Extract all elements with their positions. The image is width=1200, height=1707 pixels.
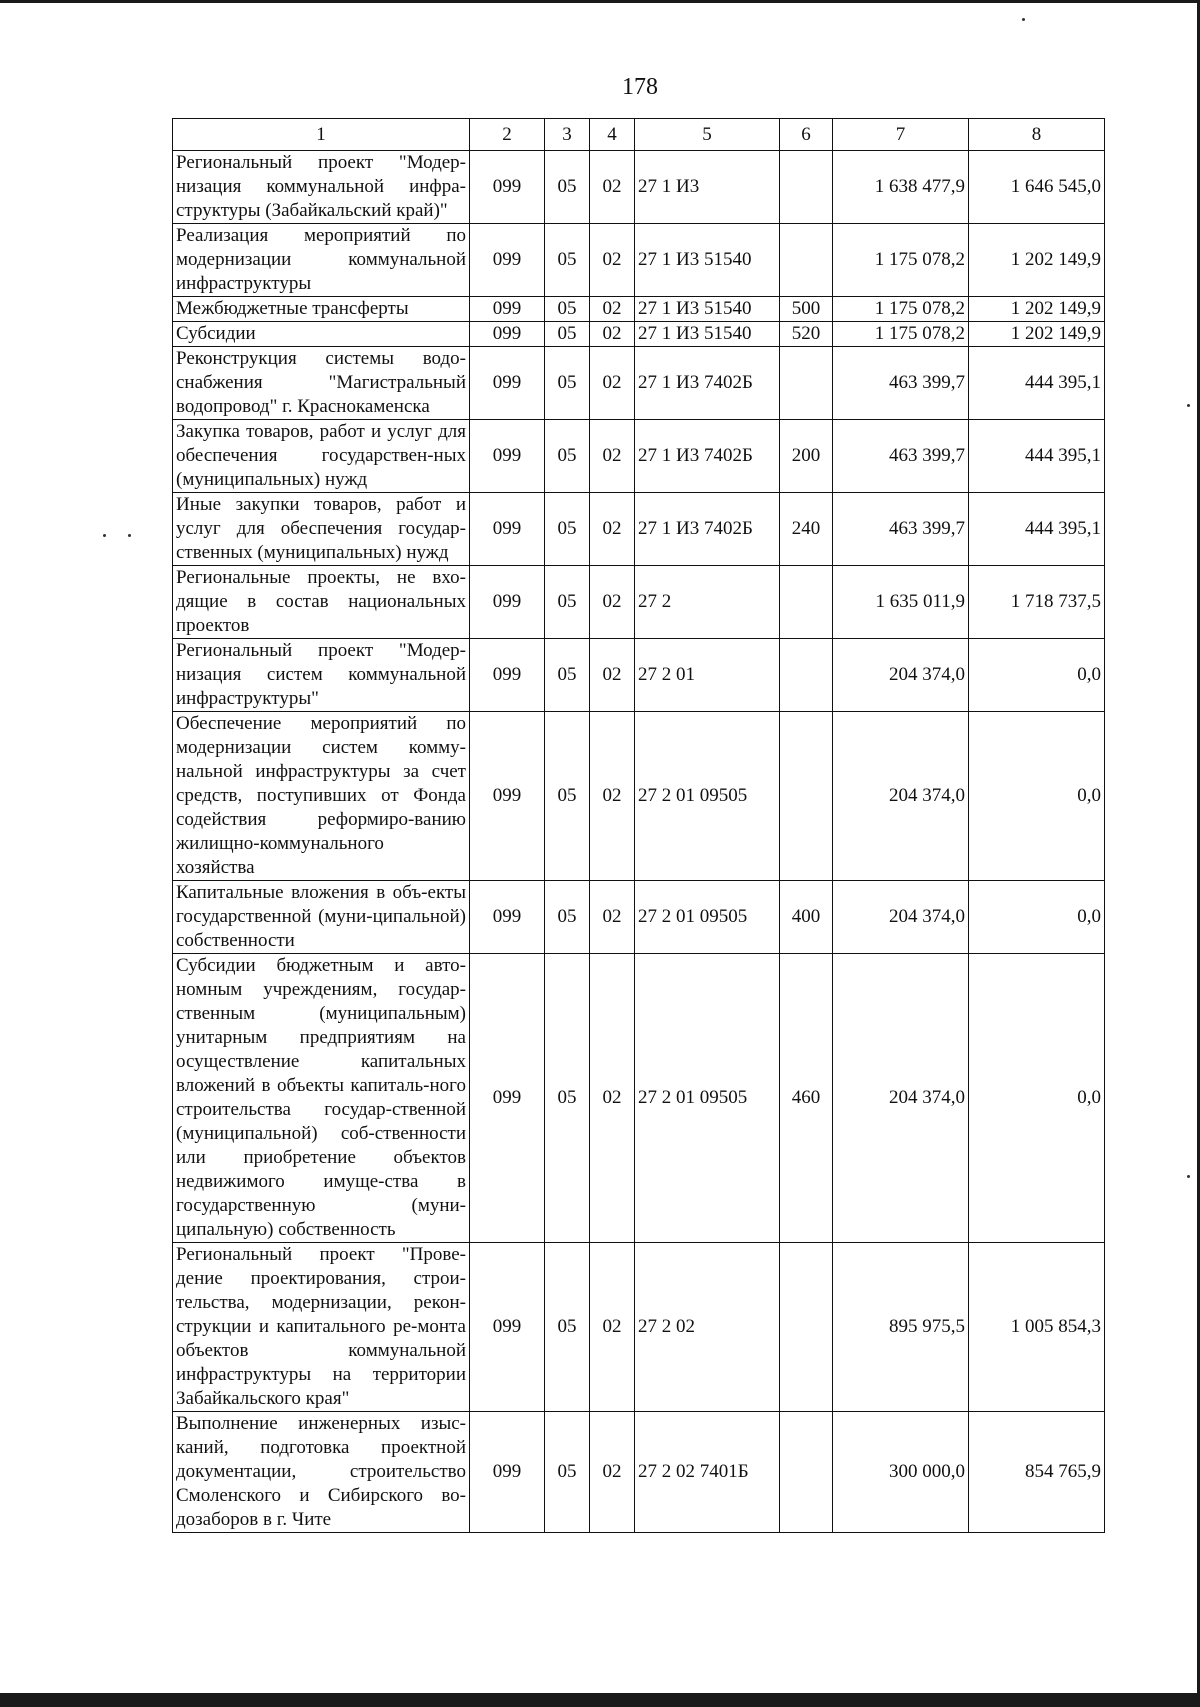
header-cell: 8: [969, 119, 1105, 151]
row-csr: 27 2 01 09505: [635, 712, 780, 881]
row-sum2: 1 202 149,9: [969, 322, 1105, 347]
scan-speck: [128, 534, 131, 537]
row-name: Региональный проект "Модер-низация систем коммунальной инфраструктуры": [173, 639, 470, 712]
scan-border-bottom: [0, 1693, 1200, 1707]
row-csr: 27 1 И3: [635, 151, 780, 224]
header-cell: 6: [780, 119, 833, 151]
row-csr: 27 2 02 7401Б: [635, 1412, 780, 1533]
row-pr: 02: [590, 1243, 635, 1412]
row-vr: [780, 712, 833, 881]
row-csr: 27 2 01: [635, 639, 780, 712]
row-ved: 099: [470, 712, 545, 881]
row-sum2: 0,0: [969, 954, 1105, 1243]
row-sum1: 463 399,7: [833, 347, 969, 420]
scan-speck: [1187, 404, 1190, 407]
row-vr: [780, 639, 833, 712]
row-pr: 02: [590, 1412, 635, 1533]
budget-table: [172, 118, 1105, 1533]
table-row: [173, 493, 1105, 566]
row-sum2: 854 765,9: [969, 1412, 1105, 1533]
row-csr: 27 1 И3 51540: [635, 297, 780, 322]
table-row: [173, 151, 1105, 224]
row-name: Субсидии бюджетным и авто-номным учреждениям, государ-ственным (муниципальным) унитарным предприятиям на осуществление капитальных вложений в объекты капиталь-ного строительства государ-ственной (муниципальной) соб-ственности или приобретение объектов недвижимого имуще-ства в государственную (муни-ципальную) собственность: [173, 954, 470, 1243]
header-cell: 3: [545, 119, 590, 151]
row-name: Региональные проекты, не вхо-дящие в состав национальных проектов: [173, 566, 470, 639]
header-cell: 5: [635, 119, 780, 151]
row-pr: 02: [590, 712, 635, 881]
row-vr: 520: [780, 322, 833, 347]
row-sum2: 1 202 149,9: [969, 297, 1105, 322]
row-name: Обеспечение мероприятий по модернизации систем комму-нальной инфраструктуры за счет средств, поступивших от Фонда содействия реформиро-ванию жилищно-коммунального хозяйства: [173, 712, 470, 881]
row-name: Региональный проект "Прове-дение проектирования, строи-тельства, модернизации, рекон-струкции и капитального ре-монта объектов коммунальной инфраструктуры на территории Забайкальского края": [173, 1243, 470, 1412]
row-vr: [780, 1243, 833, 1412]
row-csr: 27 2 01 09505: [635, 954, 780, 1243]
row-vr: [780, 347, 833, 420]
table-row: [173, 297, 1105, 322]
row-sum2: 0,0: [969, 712, 1105, 881]
row-sum1: 1 638 477,9: [833, 151, 969, 224]
table-row: [173, 224, 1105, 297]
row-rz: 05: [545, 1243, 590, 1412]
row-rz: 05: [545, 1412, 590, 1533]
row-ved: 099: [470, 1243, 545, 1412]
table-row: [173, 712, 1105, 881]
row-sum1: 1 175 078,2: [833, 322, 969, 347]
table-row: [173, 420, 1105, 493]
row-vr: [780, 566, 833, 639]
row-name: Иные закупки товаров, работ и услуг для обеспечения государ-ственных (муниципальных) нужд: [173, 493, 470, 566]
row-vr: 460: [780, 954, 833, 1243]
row-sum1: 463 399,7: [833, 493, 969, 566]
row-name: Региональный проект "Модер-низация коммунальной инфра-структуры (Забайкальский край)": [173, 151, 470, 224]
row-vr: [780, 1412, 833, 1533]
row-vr: 400: [780, 881, 833, 954]
row-name: Реконструкция системы водо-снабжения "Магистральный водопровод" г. Краснокаменска: [173, 347, 470, 420]
row-vr: 240: [780, 493, 833, 566]
table-row: [173, 954, 1105, 1243]
row-pr: 02: [590, 347, 635, 420]
row-sum2: 444 395,1: [969, 493, 1105, 566]
row-pr: 02: [590, 639, 635, 712]
row-sum2: 1 005 854,3: [969, 1243, 1105, 1412]
scan-speck: [103, 534, 106, 537]
row-sum1: 1 175 078,2: [833, 224, 969, 297]
row-rz: 05: [545, 224, 590, 297]
table-row: [173, 566, 1105, 639]
row-rz: 05: [545, 297, 590, 322]
row-ved: 099: [470, 881, 545, 954]
row-pr: 02: [590, 881, 635, 954]
row-pr: 02: [590, 151, 635, 224]
header-cell: 1: [173, 119, 470, 151]
row-ved: 099: [470, 639, 545, 712]
row-sum1: 204 374,0: [833, 881, 969, 954]
header-row: [173, 119, 1105, 151]
row-csr: 27 1 И3 7402Б: [635, 420, 780, 493]
row-csr: 27 2: [635, 566, 780, 639]
row-ved: 099: [470, 420, 545, 493]
row-sum1: 1 635 011,9: [833, 566, 969, 639]
row-name: Субсидии: [173, 322, 470, 347]
row-sum2: 0,0: [969, 881, 1105, 954]
row-vr: [780, 224, 833, 297]
row-csr: 27 2 01 09505: [635, 881, 780, 954]
table-row: [173, 1412, 1105, 1533]
row-ved: 099: [470, 151, 545, 224]
row-pr: 02: [590, 322, 635, 347]
row-pr: 02: [590, 297, 635, 322]
row-pr: 02: [590, 420, 635, 493]
row-ved: 099: [470, 322, 545, 347]
row-ved: 099: [470, 297, 545, 322]
row-pr: 02: [590, 224, 635, 297]
table-row: [173, 347, 1105, 420]
row-sum1: 204 374,0: [833, 954, 969, 1243]
table-row: [173, 881, 1105, 954]
row-csr: 27 1 И3 51540: [635, 322, 780, 347]
table-row: [173, 322, 1105, 347]
row-rz: 05: [545, 954, 590, 1243]
row-pr: 02: [590, 493, 635, 566]
scan-speck: [1187, 1175, 1190, 1178]
row-ved: 099: [470, 493, 545, 566]
row-name: Капитальные вложения в объ-екты государственной (муни-ципальной) собственности: [173, 881, 470, 954]
row-sum2: 444 395,1: [969, 347, 1105, 420]
scan-border-top: [0, 0, 1200, 3]
row-sum1: 1 175 078,2: [833, 297, 969, 322]
row-name: Выполнение инженерных изыс-каний, подготовка проектной документации, строительство Смоленского и Сибирского во-дозаборов в г. Чите: [173, 1412, 470, 1533]
row-name: Межбюджетные трансферты: [173, 297, 470, 322]
row-rz: 05: [545, 881, 590, 954]
row-name: Реализация мероприятий по модернизации коммунальной инфраструктуры: [173, 224, 470, 297]
row-sum2: 444 395,1: [969, 420, 1105, 493]
row-ved: 099: [470, 347, 545, 420]
row-vr: [780, 151, 833, 224]
row-pr: 02: [590, 566, 635, 639]
row-vr: 200: [780, 420, 833, 493]
row-sum1: 895 975,5: [833, 1243, 969, 1412]
row-sum2: 1 718 737,5: [969, 566, 1105, 639]
header-cell: 2: [470, 119, 545, 151]
row-sum1: 300 000,0: [833, 1412, 969, 1533]
row-sum2: 1 202 149,9: [969, 224, 1105, 297]
row-rz: 05: [545, 420, 590, 493]
row-sum1: 204 374,0: [833, 712, 969, 881]
row-sum2: 0,0: [969, 639, 1105, 712]
row-rz: 05: [545, 639, 590, 712]
row-sum2: 1 646 545,0: [969, 151, 1105, 224]
row-sum1: 463 399,7: [833, 420, 969, 493]
row-rz: 05: [545, 493, 590, 566]
table-row: [173, 1243, 1105, 1412]
row-rz: 05: [545, 347, 590, 420]
row-ved: 099: [470, 954, 545, 1243]
row-ved: 099: [470, 566, 545, 639]
row-rz: 05: [545, 566, 590, 639]
row-csr: 27 1 И3 51540: [635, 224, 780, 297]
row-ved: 099: [470, 224, 545, 297]
row-rz: 05: [545, 151, 590, 224]
row-ved: 099: [470, 1412, 545, 1533]
row-vr: 500: [780, 297, 833, 322]
row-name: Закупка товаров, работ и услуг для обеспечения государствен-ных (муниципальных) нужд: [173, 420, 470, 493]
row-rz: 05: [545, 712, 590, 881]
row-rz: 05: [545, 322, 590, 347]
header-cell: 7: [833, 119, 969, 151]
scan-speck: [1022, 18, 1025, 21]
header-cell: 4: [590, 119, 635, 151]
row-csr: 27 1 И3 7402Б: [635, 347, 780, 420]
row-sum1: 204 374,0: [833, 639, 969, 712]
table-row: [173, 639, 1105, 712]
row-csr: 27 2 02: [635, 1243, 780, 1412]
page-number: 178: [622, 74, 658, 100]
row-pr: 02: [590, 954, 635, 1243]
row-csr: 27 1 И3 7402Б: [635, 493, 780, 566]
